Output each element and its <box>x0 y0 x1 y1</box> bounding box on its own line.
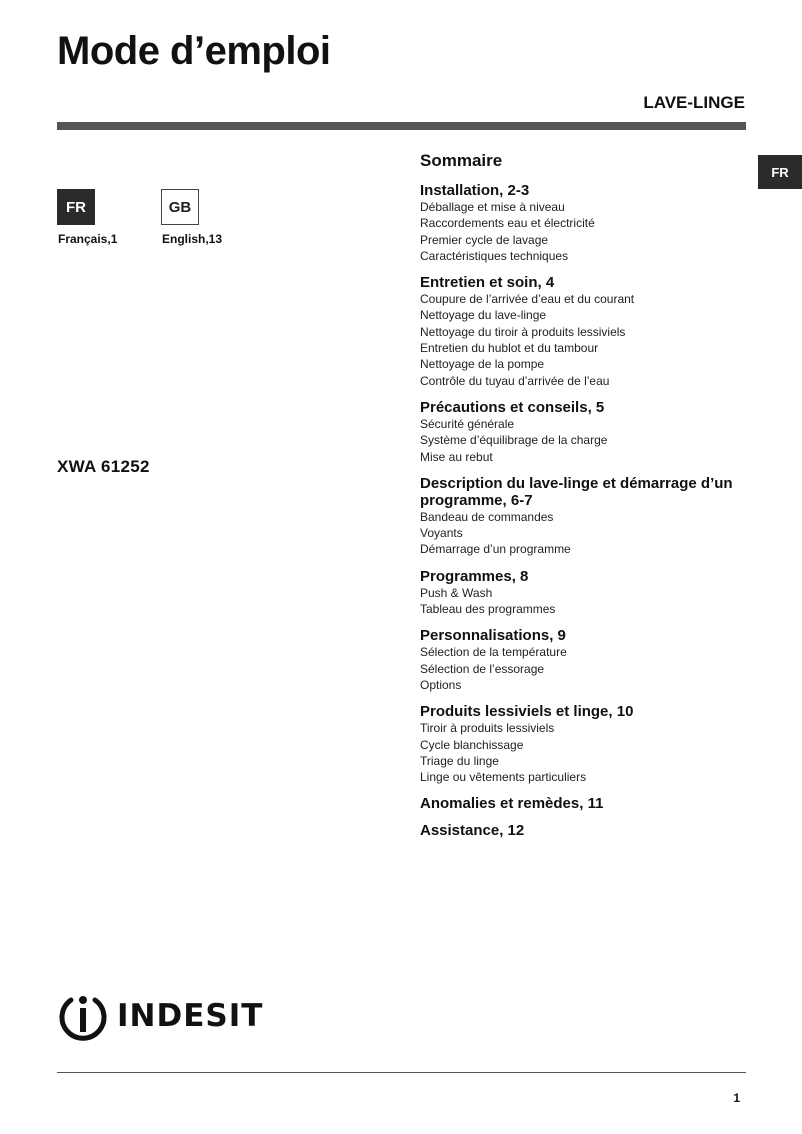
brand-wordmark: INDESIT <box>117 998 264 1034</box>
table-of-contents <box>420 150 750 849</box>
toc-item[interactable]: Raccordements eau et électricité <box>420 216 595 231</box>
language-code-gb: GB <box>161 189 199 225</box>
toc-sections <box>420 182 750 839</box>
toc-item[interactable]: Système d’équilibrage de la charge <box>420 433 608 448</box>
toc-item[interactable]: Voyants <box>420 526 463 541</box>
toc-item[interactable]: Sélection de l’essorage <box>420 661 545 676</box>
product-category: LAVE-LINGE <box>643 93 745 112</box>
toc-section <box>420 399 750 465</box>
toc-item[interactable]: Caractéristiques techniques <box>420 248 569 263</box>
language-label-fr: Français,1 <box>58 232 118 246</box>
toc-section-title[interactable]: Produits lessiviels et linge, 10 <box>420 703 634 721</box>
toc-section <box>420 627 750 693</box>
toc-section-title[interactable]: Installation, 2-3 <box>420 182 530 199</box>
toc-section-title[interactable]: Précautions et conseils, 5 <box>420 398 605 416</box>
toc-item[interactable]: Push & Wash <box>420 585 493 600</box>
toc-item[interactable]: Nettoyage de la pompe <box>420 357 545 372</box>
toc-heading: Sommaire <box>420 151 503 170</box>
toc-item[interactable]: Nettoyage du tiroir à produits lessiviels <box>420 324 626 339</box>
toc-section <box>420 274 750 389</box>
toc-item[interactable]: Sélection de la température <box>420 645 567 660</box>
model-number: XWA 61252 <box>57 457 150 476</box>
page-title: Mode d’emploi <box>57 29 331 73</box>
toc-item[interactable]: Linge ou vêtements particuliers <box>420 770 587 785</box>
toc-item[interactable]: Cycle blanchissage <box>420 737 524 752</box>
toc-item[interactable]: Triage du linge <box>420 753 499 768</box>
toc-item[interactable]: Options <box>420 677 462 692</box>
page-number: 1 <box>733 1091 740 1105</box>
toc-section <box>420 568 750 618</box>
toc-item[interactable]: Entretien du hublot et du tambour <box>420 341 599 356</box>
toc-item[interactable]: Contrôle du tuyau d’arrivée de l’eau <box>420 373 610 388</box>
toc-section-title[interactable]: Anomalies et remèdes, 11 <box>420 795 604 813</box>
header-divider <box>57 122 746 130</box>
toc-item[interactable]: Tiroir à produits lessiviels <box>420 721 555 736</box>
toc-item[interactable]: Mise au rebut <box>420 449 493 464</box>
language-fr[interactable] <box>57 189 118 246</box>
toc-section-title[interactable]: Description du lave-linge et démarrage d’un programme, 6-7 <box>420 474 733 509</box>
brand-logo <box>57 990 263 1042</box>
indesit-logo-icon <box>57 990 109 1042</box>
toc-section-title[interactable]: Personnalisations, 9 <box>420 627 566 645</box>
toc-section <box>420 822 750 839</box>
language-label-gb: English,13 <box>162 232 223 246</box>
language-side-tab: FR <box>758 155 802 189</box>
language-code-fr: FR <box>57 189 95 225</box>
toc-item[interactable]: Déballage et mise à niveau <box>420 200 565 214</box>
toc-item[interactable]: Premier cycle de lavage <box>420 232 549 247</box>
toc-section <box>420 703 750 785</box>
toc-section-title[interactable]: Programmes, 8 <box>420 567 529 585</box>
language-gb[interactable] <box>161 189 223 246</box>
toc-item[interactable]: Nettoyage du lave-linge <box>420 308 547 323</box>
toc-item[interactable]: Tableau des programmes <box>420 602 556 617</box>
toc-section <box>420 795 750 812</box>
footer-divider <box>57 1072 746 1073</box>
toc-item[interactable]: Démarrage d’un programme <box>420 542 571 557</box>
toc-section-title[interactable]: Entretien et soin, 4 <box>420 274 555 292</box>
toc-item[interactable]: Sécurité générale <box>420 416 515 431</box>
toc-section-title[interactable]: Assistance, 12 <box>420 822 525 840</box>
toc-item[interactable]: Bandeau de commandes <box>420 509 554 524</box>
toc-section <box>420 475 750 558</box>
toc-item[interactable]: Coupure de l’arrivée d’eau et du courant <box>420 292 635 307</box>
toc-section <box>420 182 750 264</box>
